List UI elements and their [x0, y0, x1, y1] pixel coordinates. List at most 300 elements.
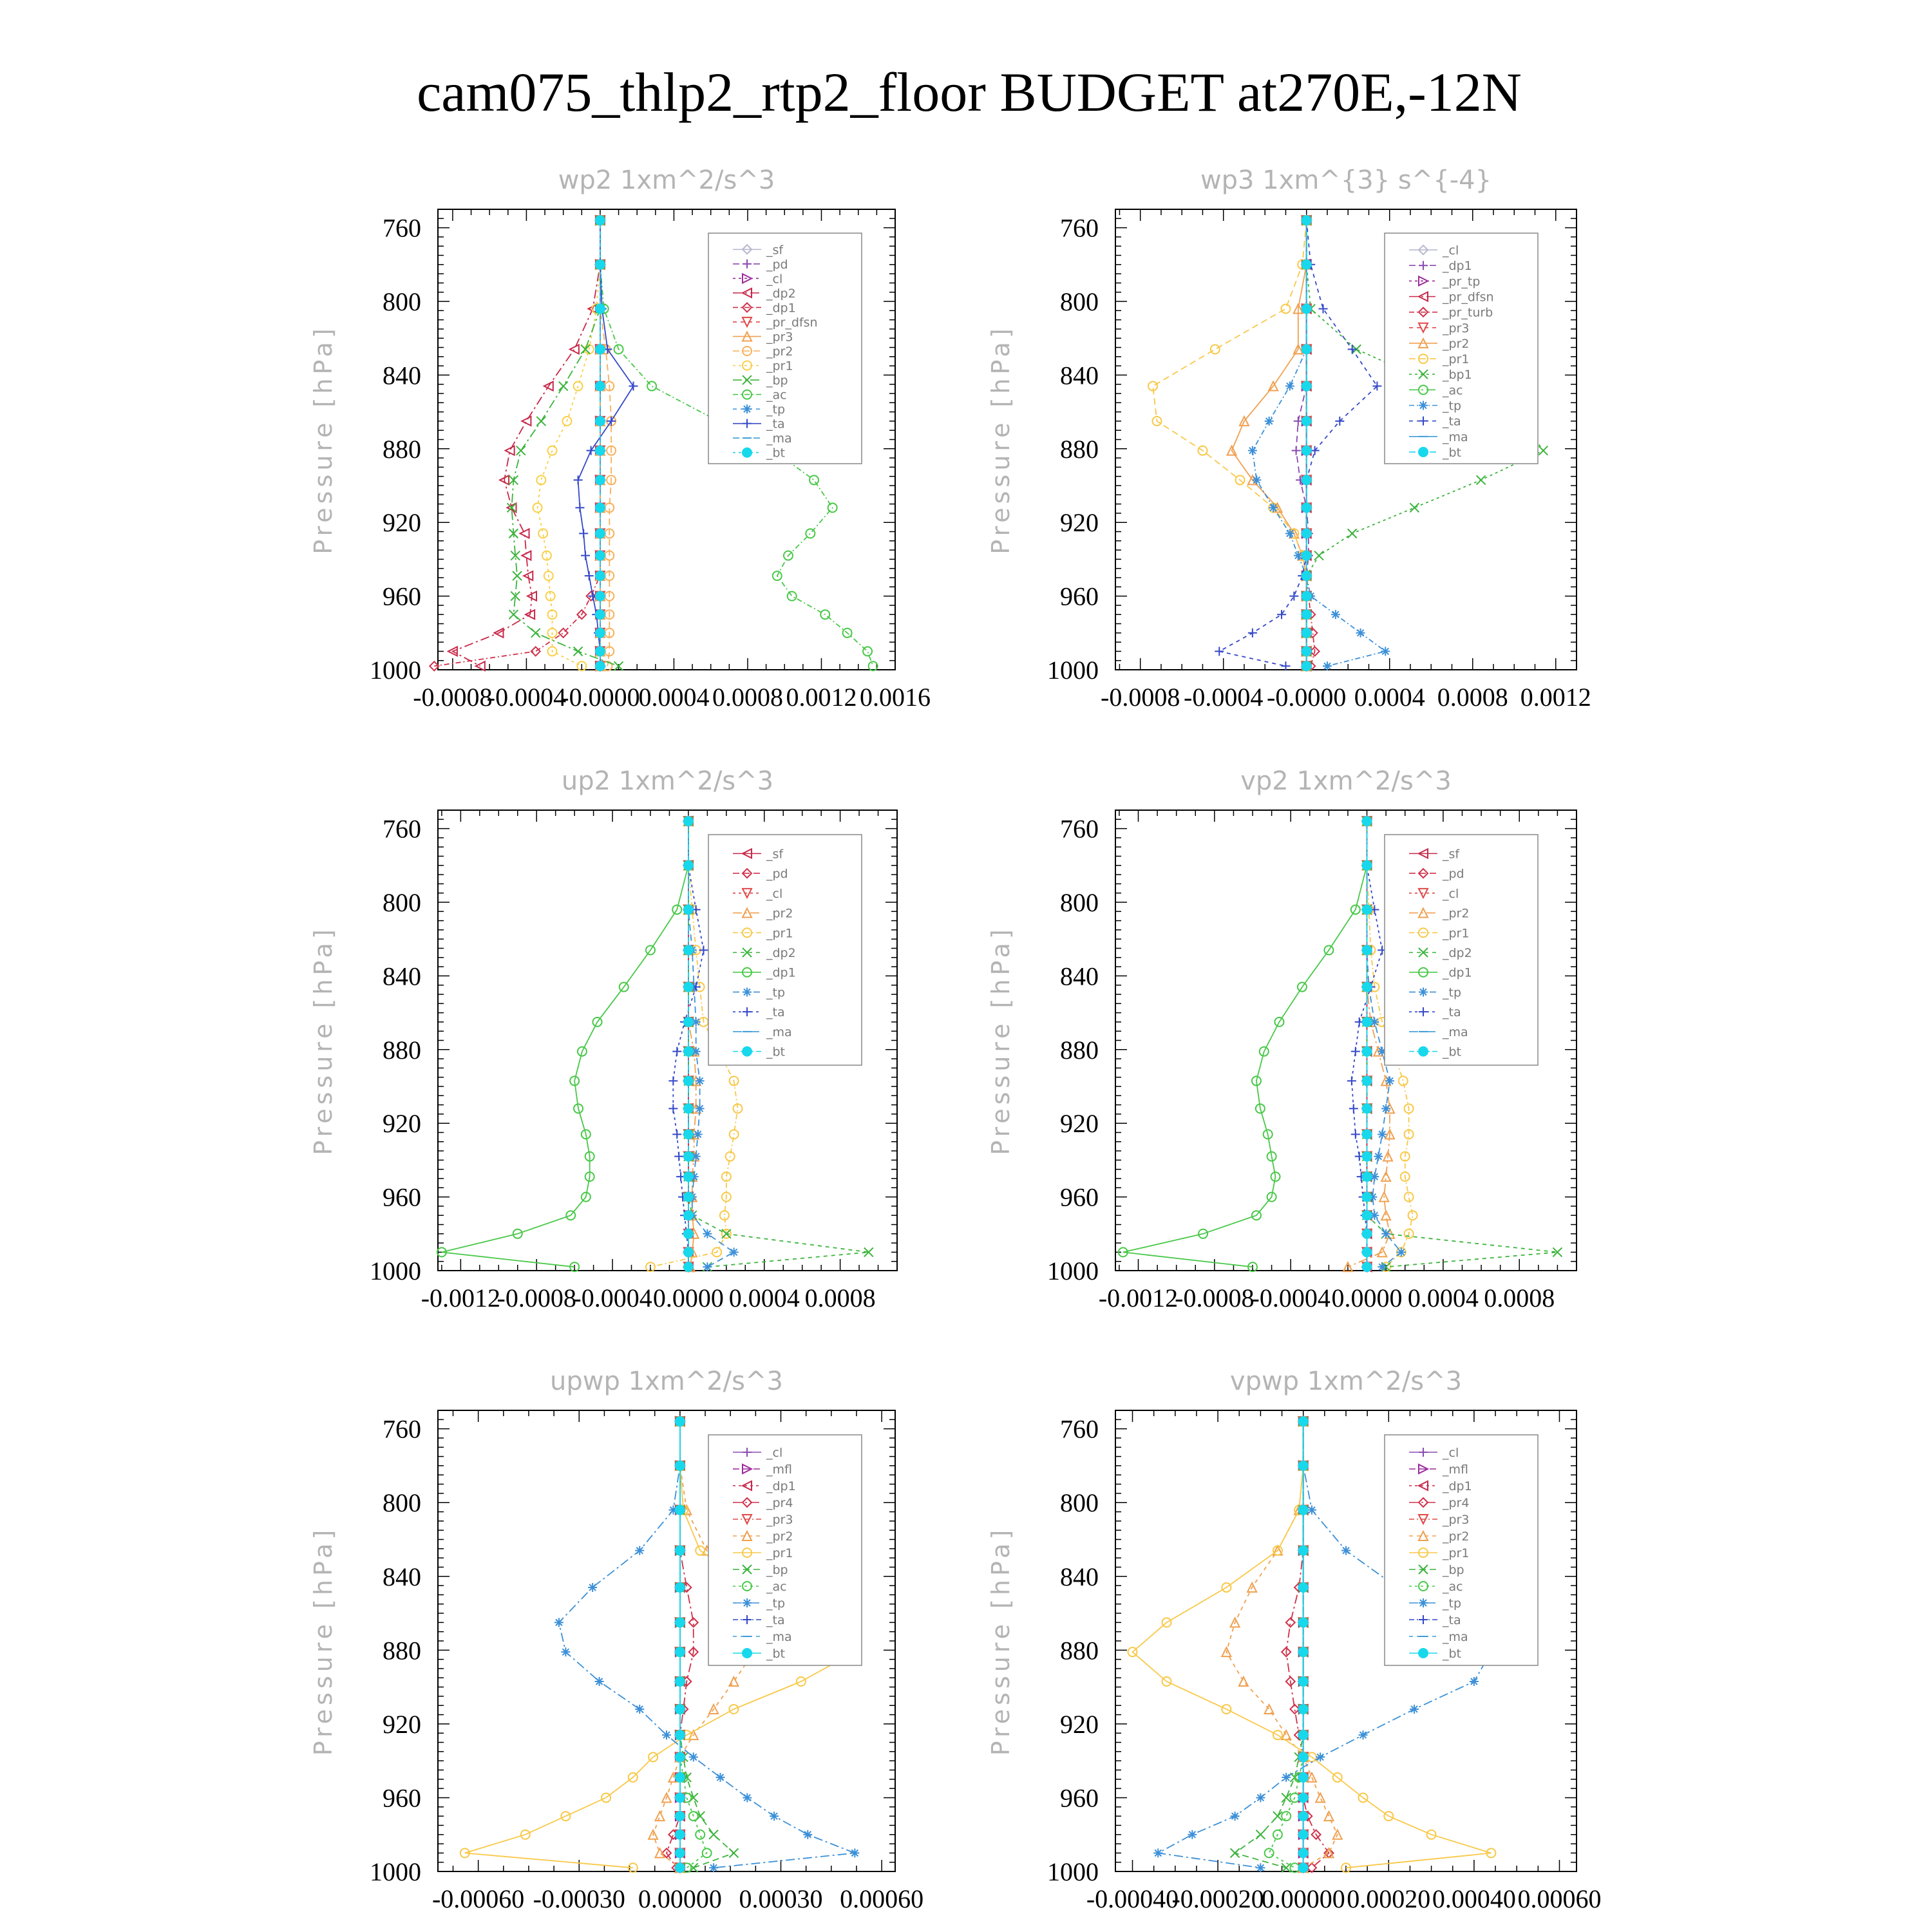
data-point: [683, 1247, 694, 1257]
data-point: [1362, 816, 1372, 826]
data-point: [1256, 1863, 1265, 1872]
data-point: [595, 591, 605, 601]
data-point: [1302, 215, 1312, 225]
legend-label: _bp: [766, 374, 788, 388]
y-tick-label: 800: [383, 1488, 421, 1518]
legend-label: _ta: [1443, 1005, 1461, 1020]
legend-label: _sf: [766, 847, 784, 862]
legend-label: _pr3: [1443, 321, 1470, 336]
data-point: [1302, 628, 1312, 638]
data-point: [675, 1830, 685, 1840]
y-tick-label: 840: [383, 361, 421, 390]
data-point: [1265, 417, 1274, 426]
data-point: [743, 1793, 752, 1802]
y-tick-label: 960: [383, 582, 421, 611]
x-tick-label: 0.0000: [1331, 1283, 1403, 1312]
data-point: [595, 475, 605, 485]
data-point: [1282, 1773, 1291, 1782]
data-point: [770, 1812, 779, 1821]
data-point: [595, 646, 605, 656]
data-point: [703, 1229, 712, 1238]
y-tick-label: 1000: [1047, 1857, 1099, 1886]
x-tick-label: 0.0000: [652, 1283, 724, 1312]
x-tick-label: 0.0012: [786, 683, 857, 712]
y-tick-label: 920: [1060, 1709, 1099, 1739]
data-point: [595, 416, 605, 426]
y-axis-label: Pressure [hPa]: [987, 1526, 1015, 1756]
legend-label: _ac: [766, 388, 787, 402]
legend-label: _dp1: [1443, 1479, 1472, 1493]
y-tick-label: 840: [1060, 961, 1099, 991]
data-point: [1298, 1505, 1309, 1515]
data-point: [675, 1416, 685, 1426]
data-point: [1362, 1229, 1372, 1239]
data-point: [1316, 1752, 1325, 1761]
data-point: [709, 1863, 718, 1872]
legend-label: _dp2: [766, 946, 796, 960]
data-point: [675, 1546, 685, 1556]
x-tick-label: -0.0000: [1267, 683, 1347, 712]
data-point: [1374, 1152, 1383, 1161]
data-point: [595, 551, 605, 561]
data-point: [1298, 1830, 1309, 1840]
legend-label: _pr3: [766, 1513, 793, 1527]
legend-label: _pr4: [1443, 1496, 1470, 1510]
data-point: [683, 1103, 694, 1113]
legend-label: _ma: [1443, 1630, 1468, 1644]
data-point: [1302, 591, 1312, 601]
legend-label: _pr4: [766, 1496, 793, 1510]
legend-label: _ac: [1443, 1580, 1463, 1594]
legend-label: _pr1: [1443, 352, 1470, 367]
data-point: [1381, 1104, 1390, 1113]
data-point: [595, 344, 605, 354]
legend-label: _pr_dfsn: [1443, 290, 1494, 305]
data-point: [1362, 1262, 1372, 1272]
legend-marker: [1418, 1046, 1428, 1057]
legend-label: _sf: [766, 243, 784, 258]
data-point: [662, 1730, 671, 1739]
legend-label: _pr2: [766, 906, 793, 921]
legend-label: _bt: [1443, 445, 1462, 460]
data-point: [675, 1811, 685, 1821]
x-tick-label: 0.0008: [712, 683, 783, 712]
data-point: [1470, 1677, 1479, 1686]
y-tick-label: 800: [1060, 1488, 1099, 1518]
legend-label: _cl: [1443, 1446, 1459, 1460]
data-point: [1231, 1812, 1240, 1821]
data-point: [1302, 646, 1312, 656]
legend: [708, 233, 862, 464]
data-point: [1302, 260, 1312, 270]
legend-label: _bp: [766, 1563, 788, 1577]
data-point: [675, 1848, 685, 1858]
data-point: [683, 1229, 694, 1239]
legend-label: _pr1: [766, 1546, 793, 1560]
data-point: [595, 502, 605, 513]
legend-label: _ta: [1443, 414, 1461, 429]
data-point: [683, 1075, 694, 1086]
legend-label: _sf: [1443, 847, 1460, 862]
x-tick-label: -0.0008: [1175, 1283, 1255, 1312]
legend-label: _pr1: [766, 359, 793, 374]
x-tick-label: -0.0012: [421, 1283, 501, 1312]
y-axis-label: Pressure [hPa]: [309, 1526, 337, 1756]
data-point: [675, 1676, 685, 1687]
data-point: [1298, 1647, 1309, 1657]
data-point: [675, 1862, 685, 1873]
data-point: [1381, 1229, 1390, 1238]
data-point: [675, 1461, 685, 1471]
legend: [1385, 835, 1538, 1065]
data-point: [683, 1129, 694, 1139]
data-point: [595, 628, 605, 638]
legend-label: _mfl: [766, 1463, 792, 1477]
data-point: [683, 1017, 694, 1027]
legend-label: _ac: [766, 1580, 787, 1594]
x-tick-label: -0.00060: [431, 1884, 525, 1913]
x-tick-label: -0.00040: [1086, 1884, 1179, 1913]
data-point: [1302, 571, 1312, 581]
y-tick-label: 880: [1060, 434, 1099, 464]
data-point: [803, 1830, 812, 1839]
y-tick-label: 920: [383, 508, 421, 538]
legend-label: _ma: [766, 1025, 792, 1039]
data-point: [1362, 904, 1372, 914]
data-point: [675, 1730, 685, 1740]
panel-title: vpwp 1xm^2/s^3: [1229, 1367, 1463, 1396]
y-tick-label: 760: [383, 1414, 421, 1444]
legend-label: _ta: [766, 1613, 785, 1627]
legend-marker: [1419, 401, 1428, 410]
y-tick-label: 800: [1060, 888, 1099, 917]
data-point: [1302, 502, 1312, 513]
x-tick-label: 0.0008: [804, 1283, 876, 1312]
legend-label: _pr2: [1443, 336, 1470, 351]
data-point: [1397, 1247, 1406, 1256]
legend-label: _ta: [1443, 1613, 1461, 1627]
legend-label: _ma: [1443, 430, 1468, 444]
legend-label: _bt: [1443, 1647, 1462, 1661]
data-point: [1302, 446, 1312, 456]
legend-marker: [1419, 987, 1428, 996]
legend-label: _bt: [766, 1045, 786, 1059]
legend-marker: [742, 1648, 752, 1658]
data-point: [675, 1647, 685, 1657]
y-tick-label: 760: [383, 213, 421, 243]
y-tick-label: 840: [383, 961, 421, 991]
data-point: [1378, 1262, 1387, 1271]
y-tick-label: 760: [1060, 814, 1099, 844]
data-point: [1294, 551, 1303, 560]
data-point: [1298, 1416, 1309, 1426]
data-point: [716, 1773, 725, 1782]
y-axis-label: Pressure [hPa]: [309, 325, 337, 554]
data-point: [1323, 661, 1332, 670]
legend-label: _pr_tp: [1443, 274, 1481, 289]
legend-label: _dp2: [766, 286, 796, 301]
y-tick-label: 960: [383, 1783, 421, 1813]
y-tick-label: 1000: [370, 656, 421, 685]
y-tick-label: 960: [1060, 582, 1099, 611]
legend-label: _pr1: [766, 926, 793, 941]
legend-label: _ma: [766, 1630, 792, 1644]
y-axis-label: Pressure [hPa]: [987, 925, 1015, 1155]
y-tick-label: 1000: [370, 1857, 421, 1886]
data-point: [561, 1647, 570, 1656]
x-tick-label: 0.0004: [728, 1283, 800, 1312]
data-point: [595, 260, 605, 270]
data-point: [1298, 1582, 1309, 1593]
x-tick-label: 0.00000: [638, 1884, 722, 1913]
legend-label: _pr2: [766, 1530, 793, 1544]
y-tick-label: 760: [1060, 213, 1099, 243]
data-point: [1381, 647, 1390, 656]
x-tick-label: 0.00060: [1517, 1884, 1602, 1913]
y-axis-label: Pressure [hPa]: [987, 325, 1015, 554]
x-tick-label: -0.0012: [1098, 1283, 1179, 1312]
y-tick-label: 960: [383, 1182, 421, 1212]
x-tick-label: 0.0004: [638, 683, 710, 712]
data-point: [1298, 1617, 1309, 1627]
data-point: [1331, 610, 1340, 619]
x-tick-label: -0.0004: [1184, 683, 1264, 712]
data-point: [1385, 1076, 1394, 1085]
data-point: [1362, 945, 1372, 955]
data-point: [1362, 1075, 1372, 1086]
data-point: [1298, 1848, 1309, 1858]
x-tick-label: 0.00020: [1347, 1884, 1431, 1913]
data-point: [675, 1505, 685, 1515]
data-point: [554, 1618, 564, 1627]
data-point: [1153, 1848, 1162, 1857]
legend-label: _ta: [766, 1005, 785, 1020]
legend-label: _ac: [1443, 383, 1463, 398]
data-point: [1341, 1546, 1350, 1555]
data-point: [1298, 1862, 1309, 1873]
data-point: [1362, 1151, 1372, 1162]
data-point: [1298, 1752, 1309, 1762]
data-point: [675, 1704, 685, 1714]
legend-label: _mfl: [1443, 1463, 1468, 1477]
x-tick-label: -0.0008: [1101, 683, 1180, 712]
data-point: [1359, 1730, 1368, 1739]
x-tick-label: 0.0016: [860, 683, 931, 712]
data-point: [683, 1210, 694, 1220]
legend-label: _ma: [1443, 1025, 1468, 1039]
data-point: [1298, 1546, 1309, 1556]
legend-label: _pd: [766, 867, 788, 882]
x-tick-label: 0.00000: [1261, 1884, 1345, 1913]
data-point: [595, 609, 605, 620]
data-point: [703, 1262, 712, 1271]
x-tick-label: -0.0008: [413, 683, 493, 712]
panel-title: wp2 1xm^2/s^3: [558, 166, 775, 195]
data-point: [595, 381, 605, 392]
data-point: [595, 661, 605, 671]
data-point: [683, 860, 694, 871]
data-point: [1298, 1811, 1309, 1821]
data-point: [675, 1772, 685, 1783]
y-tick-label: 800: [383, 287, 421, 316]
legend-label: _tp: [1443, 399, 1462, 413]
data-point: [1302, 551, 1312, 561]
legend-label: _dp1: [766, 301, 796, 316]
data-point: [1362, 982, 1372, 992]
legend-label: _cl: [766, 886, 783, 901]
data-point: [595, 528, 605, 538]
data-point: [683, 982, 694, 992]
data-point: [730, 1247, 739, 1256]
data-point: [1298, 1772, 1309, 1783]
data-point: [1410, 1705, 1419, 1714]
data-point: [595, 215, 605, 225]
y-tick-label: 880: [1060, 1035, 1099, 1065]
legend-marker: [743, 987, 752, 996]
data-point: [635, 1705, 644, 1714]
data-point: [588, 1583, 597, 1592]
legend-marker: [1419, 1598, 1428, 1607]
data-point: [1302, 609, 1312, 620]
data-point: [1285, 382, 1294, 391]
legend-label: _tp: [1443, 1596, 1462, 1611]
x-tick-label: 0.0012: [1520, 683, 1591, 712]
legend-label: _tp: [766, 1596, 786, 1611]
x-tick-label: 0.0008: [1437, 683, 1508, 712]
data-point: [675, 1582, 685, 1593]
data-point: [1298, 1704, 1309, 1714]
panel-title: vp2 1xm^2/s^3: [1240, 766, 1452, 796]
y-tick-label: 1000: [1047, 656, 1099, 685]
data-point: [1362, 1247, 1372, 1257]
legend-label: _cl: [1443, 243, 1459, 258]
data-point: [595, 446, 605, 456]
data-point: [1362, 1129, 1372, 1139]
legend-label: _pr_turb: [1443, 305, 1493, 320]
data-point: [1362, 1171, 1372, 1182]
data-point: [696, 1104, 705, 1113]
x-tick-label: -0.00030: [533, 1884, 625, 1913]
legend-label: _dp1: [766, 1479, 796, 1493]
legend-marker: [743, 404, 752, 413]
y-tick-label: 840: [1060, 1562, 1099, 1591]
legend-label: _bp: [1443, 1563, 1464, 1577]
x-tick-label: -0.0004: [486, 683, 567, 712]
data-point: [595, 571, 605, 581]
x-tick-label: 0.0004: [1407, 1283, 1479, 1312]
legend-label: _ta: [766, 417, 785, 431]
legend-label: _cl: [766, 272, 783, 287]
x-tick-label: 0.00030: [739, 1884, 823, 1913]
data-point: [1307, 1506, 1316, 1515]
data-point: [1356, 629, 1365, 638]
legend-label: _bp1: [1443, 368, 1472, 383]
legend-label: _pr3: [1443, 1513, 1470, 1527]
data-point: [696, 1076, 705, 1085]
y-tick-label: 880: [1060, 1636, 1099, 1665]
legend-label: _pr3: [766, 330, 793, 345]
data-point: [675, 1752, 685, 1762]
y-tick-label: 920: [383, 1709, 421, 1739]
data-point: [1302, 381, 1312, 392]
legend-marker: [742, 1046, 752, 1057]
data-point: [1298, 1461, 1309, 1471]
legend-label: _cl: [1443, 886, 1459, 901]
legend-label: _bt: [766, 446, 786, 460]
data-point: [1298, 1730, 1309, 1740]
data-point: [675, 1792, 685, 1803]
legend-label: _bt: [1443, 1045, 1462, 1059]
data-point: [683, 1262, 694, 1272]
legend: [1385, 233, 1538, 464]
data-point: [683, 1192, 694, 1202]
data-point: [1362, 1046, 1372, 1057]
y-tick-label: 880: [383, 434, 421, 464]
x-tick-label: 0.0008: [1484, 1283, 1555, 1312]
x-tick-label: -0.0000: [560, 683, 640, 712]
x-tick-label: -0.0004: [1251, 1283, 1331, 1312]
legend-label: _pd: [1443, 867, 1464, 882]
y-axis-label: Pressure [hPa]: [309, 925, 337, 1155]
panel-title: up2 1xm^2/s^3: [561, 766, 774, 796]
x-tick-label: -0.0004: [573, 1283, 652, 1312]
legend-label: _pr1: [1443, 1546, 1470, 1560]
legend-label: _tp: [766, 402, 786, 417]
y-tick-label: 960: [1060, 1182, 1099, 1212]
legend: [708, 1435, 862, 1665]
data-point: [689, 1752, 698, 1761]
data-point: [1298, 1676, 1309, 1687]
data-point: [1302, 344, 1312, 354]
data-point: [683, 816, 694, 826]
x-tick-label: 0.00040: [1432, 1884, 1516, 1913]
legend-label: _dp1: [1443, 965, 1472, 980]
data-point: [595, 303, 605, 314]
y-tick-label: 800: [1060, 287, 1099, 316]
y-tick-label: 760: [1060, 1414, 1099, 1444]
panel-title: upwp 1xm^2/s^3: [550, 1367, 783, 1396]
data-point: [1302, 661, 1312, 671]
data-point: [1378, 1130, 1387, 1139]
legend-label: _tp: [1443, 985, 1462, 1000]
y-tick-label: 1000: [1047, 1256, 1099, 1285]
data-point: [635, 1546, 644, 1555]
data-point: [1362, 1017, 1372, 1027]
legend: [708, 835, 862, 1065]
data-point: [1252, 475, 1261, 484]
data-point: [683, 1151, 694, 1162]
y-tick-label: 800: [383, 888, 421, 917]
legend-label: _dp2: [1443, 946, 1472, 960]
x-tick-label: -0.0008: [497, 1283, 576, 1312]
legend-label: _ma: [766, 431, 792, 446]
legend: [1385, 1435, 1538, 1665]
panel-title: wp3 1xm^{3} s^{-4}: [1200, 166, 1492, 195]
data-point: [683, 945, 694, 955]
data-point: [1188, 1830, 1197, 1839]
legend-label: _pr2: [1443, 1530, 1470, 1544]
y-tick-label: 880: [383, 1636, 421, 1665]
data-point: [1362, 1103, 1372, 1113]
data-point: [1302, 475, 1312, 485]
data-point: [1362, 1210, 1372, 1220]
legend-label: _bt: [766, 1647, 786, 1661]
y-tick-label: 840: [383, 1562, 421, 1591]
x-tick-label: -0.00020: [1171, 1884, 1264, 1913]
legend-marker: [1418, 1648, 1428, 1658]
y-tick-label: 760: [383, 814, 421, 844]
figure-title: cam075_thlp2_rtp2_floor BUDGET at270E,-12N: [417, 61, 1522, 123]
